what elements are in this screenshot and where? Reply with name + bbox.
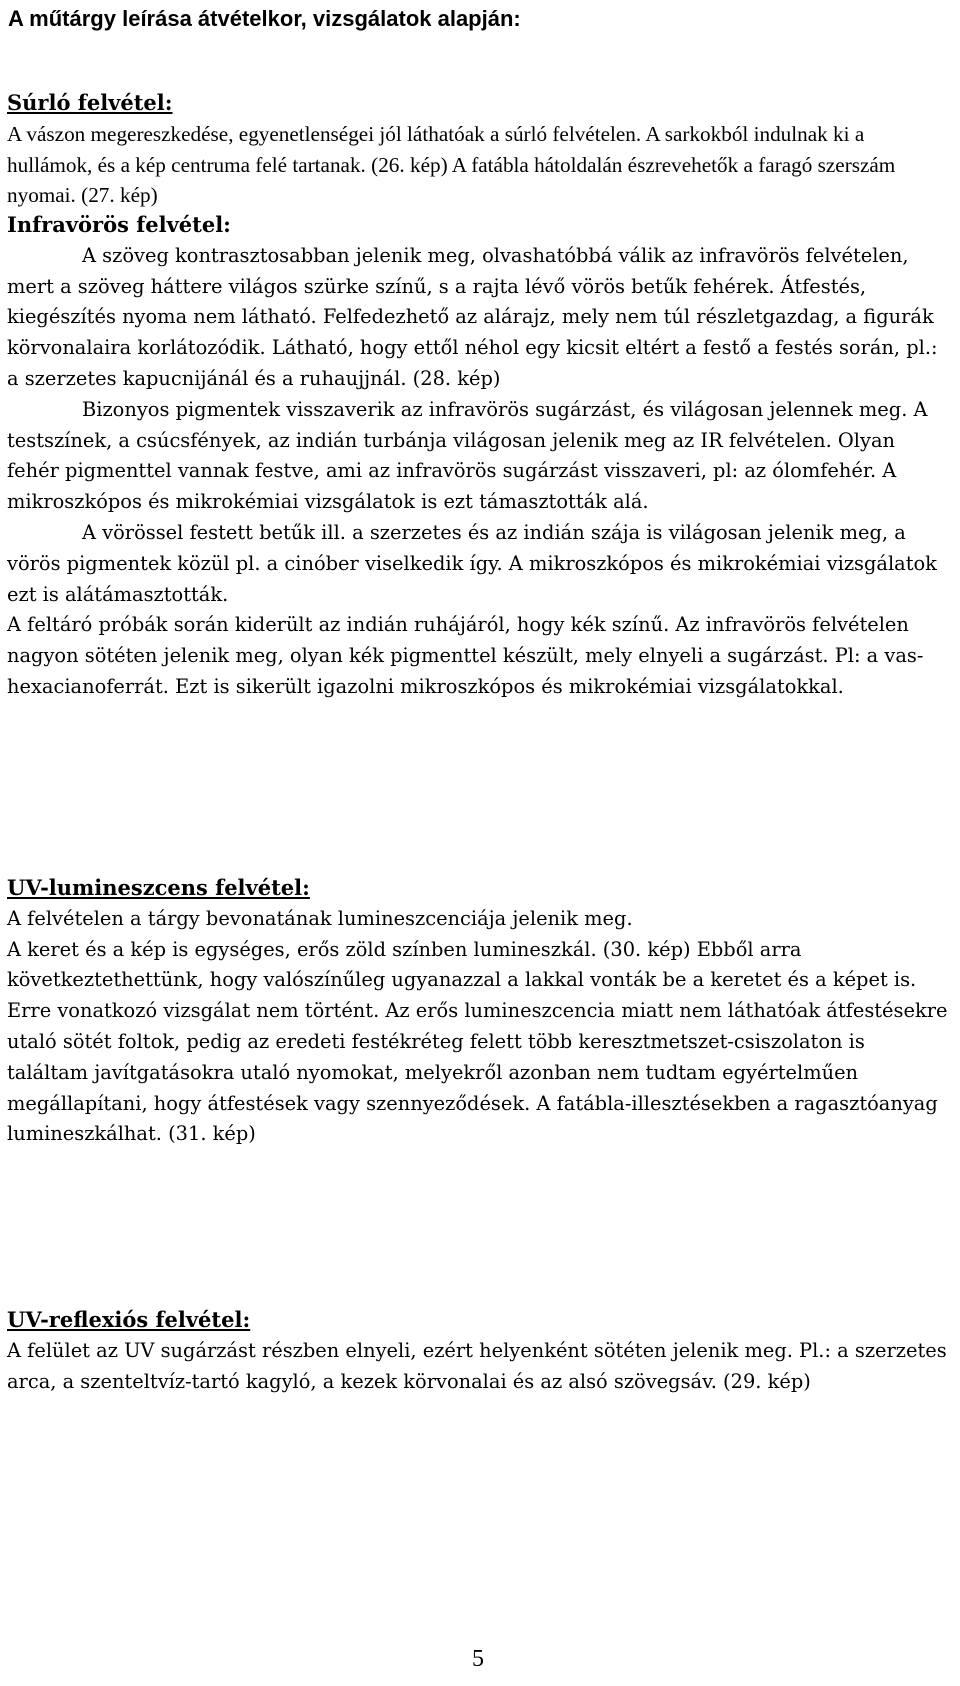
paragraph-infra-4: A feltáró próbák során kiderült az indián ruhájáról, hogy kék színű. Az infravörös felvételen nagyon sötéten jelenik meg, olyan kék pigmenttel készült, mely elnyeli a sugárzást. Pl: a vas-hexacianoferrát. Ezt is sikerült igazolni mikroszkópos és mikrokémiai vizsgálatokkal. bbox=[7, 613, 924, 698]
paragraph-infra-1: A szöveg kontrasztosabban jelenik meg, olvashatóbbá válik az infravörös felvételen, mert a szöveg háttere világos szürke színű, s a rajta lévő vörös betűk fehérek. Átfestés, kiegészítés nyoma nem látható. Felfedezhető az alárajz, mely nem túl részletgazdag, a figurák körvonalaira korlátozódik. Látható, hogy ettől néhol egy kicsit eltért a festő a festés során, pl.: a szerzetes kapucnijánál és a ruhaujjnál. (28. kép) bbox=[7, 243, 938, 390]
section-heading-surlo: Súrló felvétel: bbox=[7, 90, 173, 115]
paragraph-uv-lum-2: A keret és a kép is egységes, erős zöld színben lumineszkál. (30. kép) Ebből arra következtethettünk, hogy valószínűleg ugyanazzal a lakkal vonták be a keretet és a képet is. Erre vonatkozó vizsgálat nem történt. Az erős lumineszcencia miatt nem láthatóak átfestésekre utaló sötét foltok, pedig az eredeti festékréteg felett több keresztmetszet-csiszolaton is találtam javítgatásokra utaló nyomokat, melyekről azonban nem tudtam egyértelműen megállapítani, hogy átfestések vagy szennyeződések. A fatábla-illesztésekben a ragasztóanyag lumineszkálhat. (31. kép) bbox=[7, 937, 948, 1146]
section-heading-uv-reflexios: UV-reflexiós felvétel: bbox=[7, 1307, 251, 1332]
page-number: 5 bbox=[472, 1646, 484, 1672]
paragraph-uv-lum-1: A felvételen a tárgy bevonatának lumineszcenciája jelenik meg. bbox=[7, 906, 633, 930]
section-heading-uv-lumineszcens: UV-lumineszcens felvétel: bbox=[7, 875, 310, 900]
document-title: A műtárgy leírása átvételkor, vizsgálatok alapján: bbox=[8, 6, 521, 31]
paragraph-infra-2: Bizonyos pigmentek visszaverik az infravörös sugárzást, és világosan jelennek meg. A testszínek, a csúcsfények, az indián turbánja világosan jelenik meg az IR felvételen. Olyan fehér pigmenttel vannak festve, ami az infravörös sugárzást visszaveri, pl: az ólomfehér. A mikroszkópos és mikrokémiai vizsgálatok is ezt támasztották alá. bbox=[7, 397, 928, 514]
section-uv-reflexios bbox=[7, 1305, 951, 1397]
section-heading-infra: Infravörös felvétel: bbox=[7, 212, 231, 237]
paragraph-infra-3: A vörössel festett betűk ill. a szerzetes és az indián szája is világosan jelenik meg, a vörös pigmentek közül pl. a cinóber viselkedik így. A mikroszkópos és mikrokémiai vizsgálatok ezt is alátámasztották. bbox=[7, 520, 937, 606]
section-surlo bbox=[7, 88, 951, 211]
paragraph-surlo-1: A vászon megereszkedése, egyenetlenségei jól láthatóak a súrló felvételen. A sarkokból indulnak ki a hullámok, és a kép centruma felé tartanak. (26. kép) A fatábla hátoldalán észrevehetők a faragó szerszám nyomai. (27. kép) bbox=[7, 121, 896, 208]
section-uv-lumineszcens bbox=[7, 873, 951, 1150]
paragraph-uv-refl-1: A felület az UV sugárzást részben elnyeli, ezért helyenként sötéten jelenik meg. Pl.: a szerzetes arca, a szenteltvíz-tartó kagyló, a kezek körvonalai és az alsó szövegsáv. (29. kép) bbox=[7, 1338, 947, 1393]
section-infra bbox=[7, 210, 951, 703]
